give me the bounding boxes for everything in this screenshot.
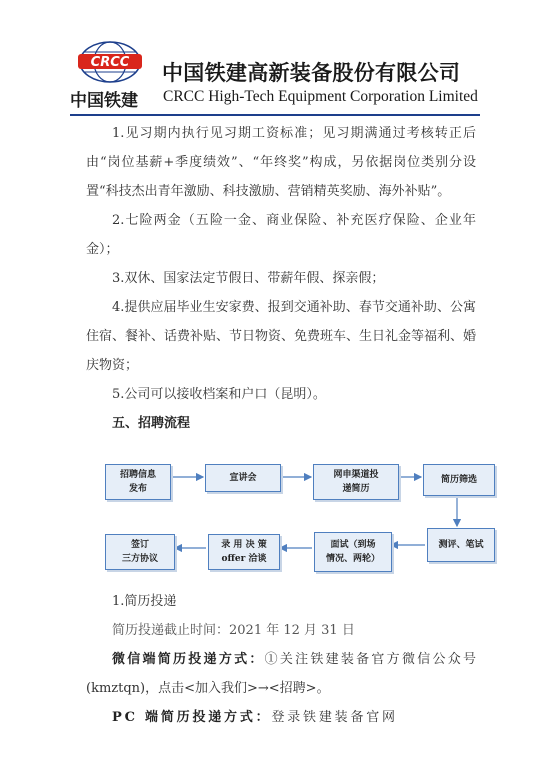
company-name-cn: 中国铁建高新装备股份有限公司 [162,61,461,85]
flow-step-label: 简历筛选 [440,475,477,485]
flow-step-label: 招聘信息 发布 [119,470,156,494]
flow-step-job-posting [105,464,171,500]
flow-step-label: 宣讲会 [229,473,257,483]
paragraph-2: 2.七险两金（五险一金、商业保险、补充医疗保险、企业年金）； [86,213,476,257]
paragraph-5: 5.公司可以接收档案和户口（昆明）。 [112,387,326,402]
logo-subtitle: 中国铁建 [70,91,138,111]
wechat-text: ①关注铁建装备官方微信公众号(kmztqn)，点击<加入我们>→<招聘>。 [86,652,476,696]
flow-step-label: 测评、笔试 [438,540,484,550]
flow-step-online-application [313,464,399,500]
header-rule [70,114,480,116]
benefits-section [86,119,476,438]
deadline-line: 简历投递截止时间：2021 年 12 月 31 日 [112,623,355,638]
application-section [86,587,476,732]
company-name-en: CRCC High-Tech Equipment Corporation Limited [163,88,478,105]
flow-step-offer-decision [208,534,280,570]
flow-step-label: 录 用 决 策 offer 洽谈 [221,540,267,564]
flow-step-label: 面试（到场 情况、两轮） [325,540,380,564]
flow-step-info-session [205,464,281,492]
pc-paragraph [86,703,476,732]
letterhead [0,0,550,115]
pc-label: PC 端简历投递方式： [112,710,272,725]
recruitment-flowchart [95,460,495,575]
flow-step-resume-screening [423,464,495,496]
flow-step-label: 签订 三方协议 [121,540,158,564]
paragraph-1: 1.见习期内执行见习期工资标准；见习期满通过考核转正后由“岗位基薪+季度绩效”、“年终奖”构成，另依据岗位类别分设置“科技杰出青年激励、科技激励、营销精英奖励、海外补贴”。 [86,126,476,199]
flow-step-assessment-exam [427,528,495,562]
wechat-paragraph [86,645,476,703]
logo-text: CRCC [90,55,130,70]
pc-text: 登录铁建装备官网 [271,710,398,725]
paragraph-4: 4.提供应届毕业生安家费、报到交通补助、春节交通补助、公寓住宿、餐补、话费补贴、节日物资、免费班车、生日礼金等福利、婚庆物资； [86,300,477,373]
flow-step-sign-agreement [105,534,175,570]
wechat-label: 微信端简历投递方式： [112,652,265,667]
section-heading-recruitment: 五、招聘流程 [112,416,191,431]
paragraph-3: 3.双休、国家法定节假日、带薪年假、探亲假； [112,271,385,286]
flow-step-label: 网申渠道投 递简历 [333,470,379,494]
subheading-resume: 1.简历投递 [112,594,177,609]
flow-step-interview [314,532,392,572]
